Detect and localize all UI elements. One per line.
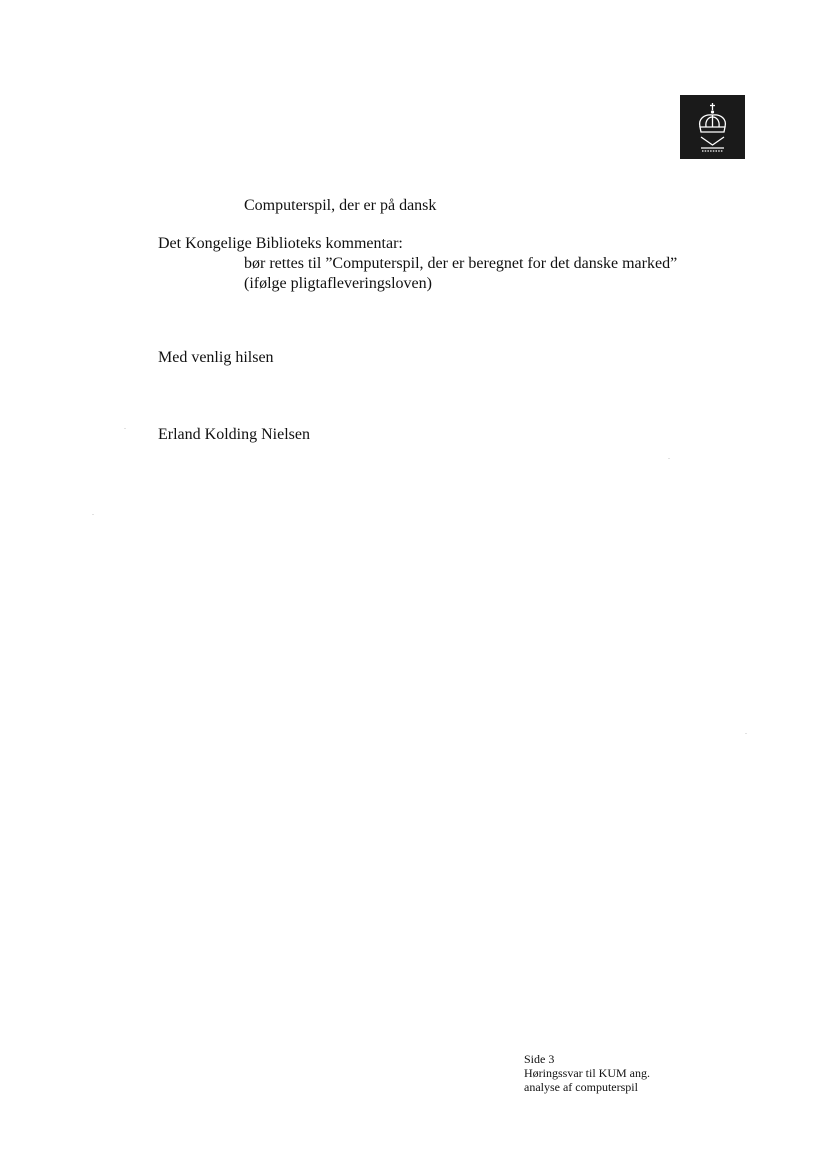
closing-salutation: Med venlig hilsen [158,349,274,366]
item-heading: Computerspil, der er på dansk [244,197,437,214]
footer-subject-line-1: Høringssvar til KUM ang. [524,1066,650,1080]
footer-subject-line-2: analyse af computerspil [524,1080,638,1094]
comment-line-2: (ifølge pligtafleveringsloven) [244,275,432,292]
scan-speck [124,428,126,429]
scan-speck [92,514,94,515]
scan-speck [745,733,747,734]
footer-page-number: Side 3 [524,1052,555,1066]
royal-crown-logo [680,95,745,159]
crown-icon [680,95,745,159]
page-footer [524,1052,650,1094]
scan-speck [668,458,670,459]
signature-name: Erland Kolding Nielsen [158,426,310,443]
comment-label: Det Kongelige Biblioteks kommentar: [158,235,403,252]
comment-line-1: bør rettes til ”Computerspil, der er beregnet for det danske marked” [244,255,678,272]
